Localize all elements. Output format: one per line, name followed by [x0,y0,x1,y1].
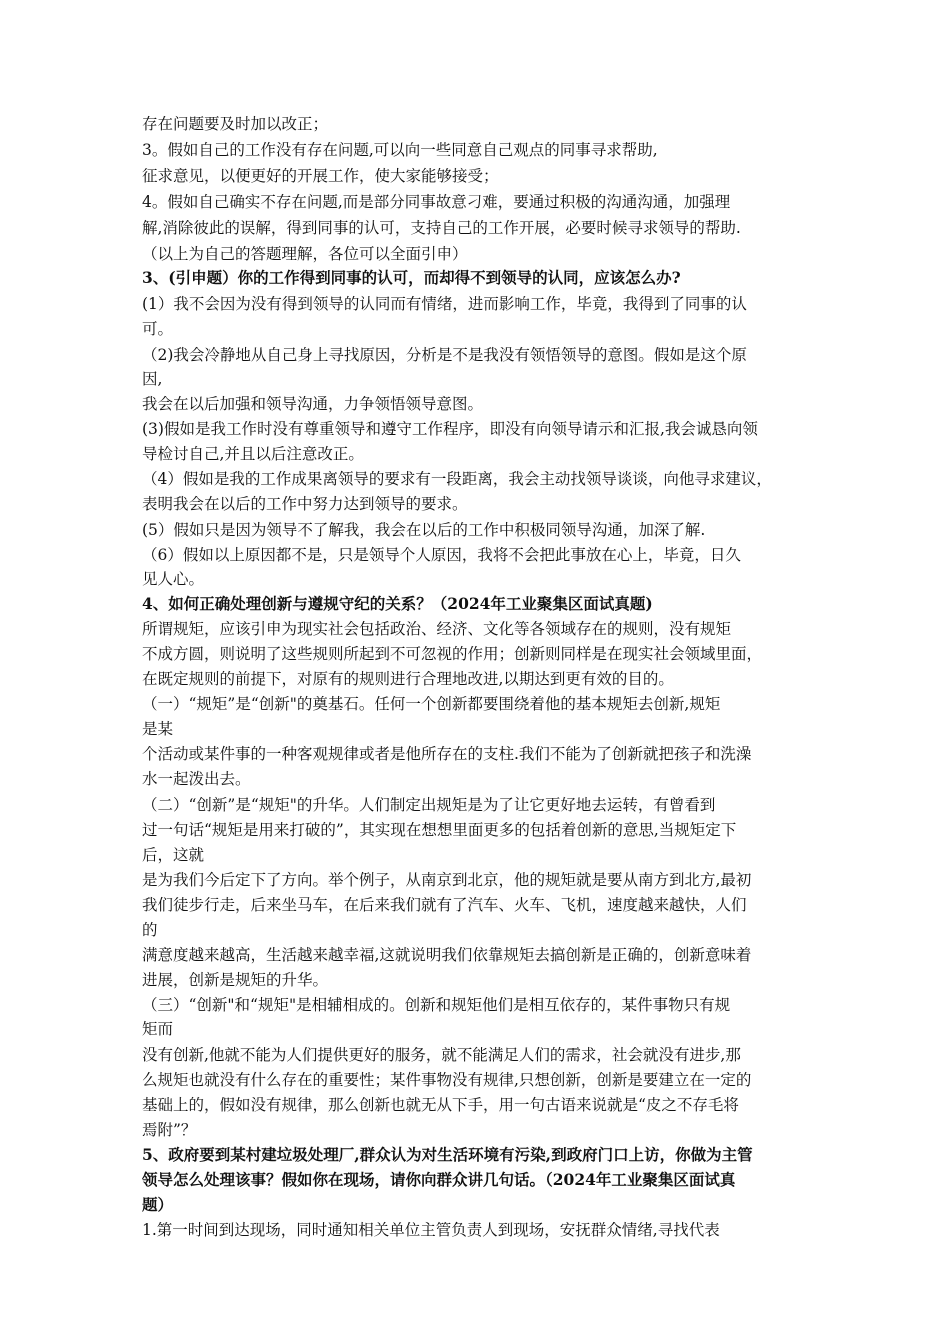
text-line: (5）假如只是因为领导不了解我，我会在以后的工作中积极同领导沟通，加深了解. [142,521,706,539]
text-line: 因, [142,370,163,388]
text-line: 我们徒步行走，后来坐马车，在后来我们就有了汽车、火车、飞机，速度越来越快，人们 [142,896,747,914]
question-heading: 领导怎么处理该事？假如你在现场，请你向群众讲几句话。（2024年工业聚集区面试真 [142,1170,736,1189]
text-line: 可。 [142,320,174,338]
text-line: （三）“创新"和“规矩"是相辅相成的。创新和规矩他们是相互依存的，某件事物只有规 [142,996,731,1014]
text-line: 基础上的，假如没有规律，那么创新也就无从下手，用一句古语来说就是“皮之不存毛将 [142,1096,739,1114]
text-line: 不成方圆，则说明了这些规则所起到不可忽视的作用；创新则同样是在现实社会领域里面， [142,645,763,663]
question-heading: 题） [142,1195,174,1214]
text-line: 后，这就 [142,846,205,864]
text-line: （2)我会冷静地从自己身上寻找原因，分析是不是我没有领悟领导的意图。假如是这个原 [142,346,747,364]
text-line: 1.第一时间到达现场，同时通知相关单位主管负责人到现场，安抚群众情绪,寻找代表 [142,1221,720,1239]
text-line: 是某 [142,720,174,738]
text-line: 是为我们今后定下了方向。举个例子，从南京到北京，他的规矩就是要从南方到北方,最初 [142,871,752,889]
text-line: 见人心。 [142,570,205,588]
text-line: 3。假如自己的工作没有存在问题,可以向一些同意自己观点的同事寻求帮助, [142,141,658,159]
text-line: (1）我不会因为没有得到领导的认同而有情绪，进而影响工作，毕竟，我得到了同事的认 [142,295,747,313]
question-heading: 3、(引申题）你的工作得到同事的认可，而却得不到领导的认同，应该怎么办? [142,268,681,287]
text-line: 存在问题要及时加以改正； [142,115,329,133]
text-line: 个活动或某件事的一种客观规律或者是他所存在的支柱.我们不能为了创新就把孩子和洗澡 [142,745,752,763]
question-heading: 5、政府要到某村建垃圾处理厂,群众认为对生活环境有污染,到政府门口上访，你做为主管 [142,1145,753,1164]
text-line: （二）“创新”是“规矩"的升华。人们制定出规矩是为了让它更好地去运转，有曾看到 [142,796,716,814]
text-line: 没有创新,他就不能为人们提供更好的服务，就不能满足人们的需求，社会就没有进步,那 [142,1046,741,1064]
text-line: 我会在以后加强和领导沟通，力争领悟领导意图。 [142,395,484,413]
text-line: 导检讨自己,并且以后注意改正。 [142,445,364,463]
text-line: 么规矩也就没有什么存在的重要性；某件事物没有规律,只想创新，创新是要建立在一定的 [142,1071,752,1089]
question-heading: 4、如何正确处理创新与遵规守纪的关系？（2024年工业聚集区面试真题) [142,594,653,613]
text-line: 在既定规则的前提下，对原有的规则进行合理地改进,以期达到更有效的目的。 [142,670,674,688]
text-line: （4）假如是我的工作成果离领导的要求有一段距离，我会主动找领导谈谈，向他寻求建议， [142,470,772,488]
text-line: 解,消除彼此的误解，得到同事的认可，支持自己的工作开展，必要时候寻求领导的帮助. [142,219,741,237]
text-line: 过一句话“规矩是用来打破的”，其实现在想想里面更多的包括着创新的意思,当规矩定下 [142,821,737,839]
text-line: 水一起泼出去。 [142,770,251,788]
text-line: （以上为自己的答题理解，各位可以全面引申） [142,245,468,263]
text-line: 征求意见，以便更好的开展工作，使大家能够接受； [142,167,499,185]
text-line: 4。假如自己确实不存在问题,而是部分同事故意刁难，要通过积极的沟通沟通，加强理 [142,193,731,211]
text-line: 满意度越来越高，生活越来越幸福,这就说明我们依靠规矩去搞创新是正确的，创新意味着 [142,946,752,964]
text-line: 进展，创新是规矩的升华。 [142,971,329,989]
text-line: (3)假如是我工作时没有尊重领导和遵守工作程序，即没有向领导请示和汇报,我会诚恳向领 [142,420,758,438]
text-line: 矩而 [142,1020,174,1038]
text-line: 焉附”？ [142,1121,197,1139]
text-line: （6）假如以上原因都不是，只是领导个人原因，我将不会把此事放在心上，毕竟，日久 [142,546,741,564]
text-line: 所谓规矩，应该引申为现实社会包括政治、经济、文化等各领域存在的规则，没有规矩 [142,620,732,638]
text-line: 表明我会在以后的工作中努力达到领导的要求。 [142,495,468,513]
text-line: 的 [142,921,158,939]
text-line: （一）“规矩”是“创新"的奠基石。任何一个创新都要围绕着他的基本规矩去创新,规矩 [142,695,721,713]
